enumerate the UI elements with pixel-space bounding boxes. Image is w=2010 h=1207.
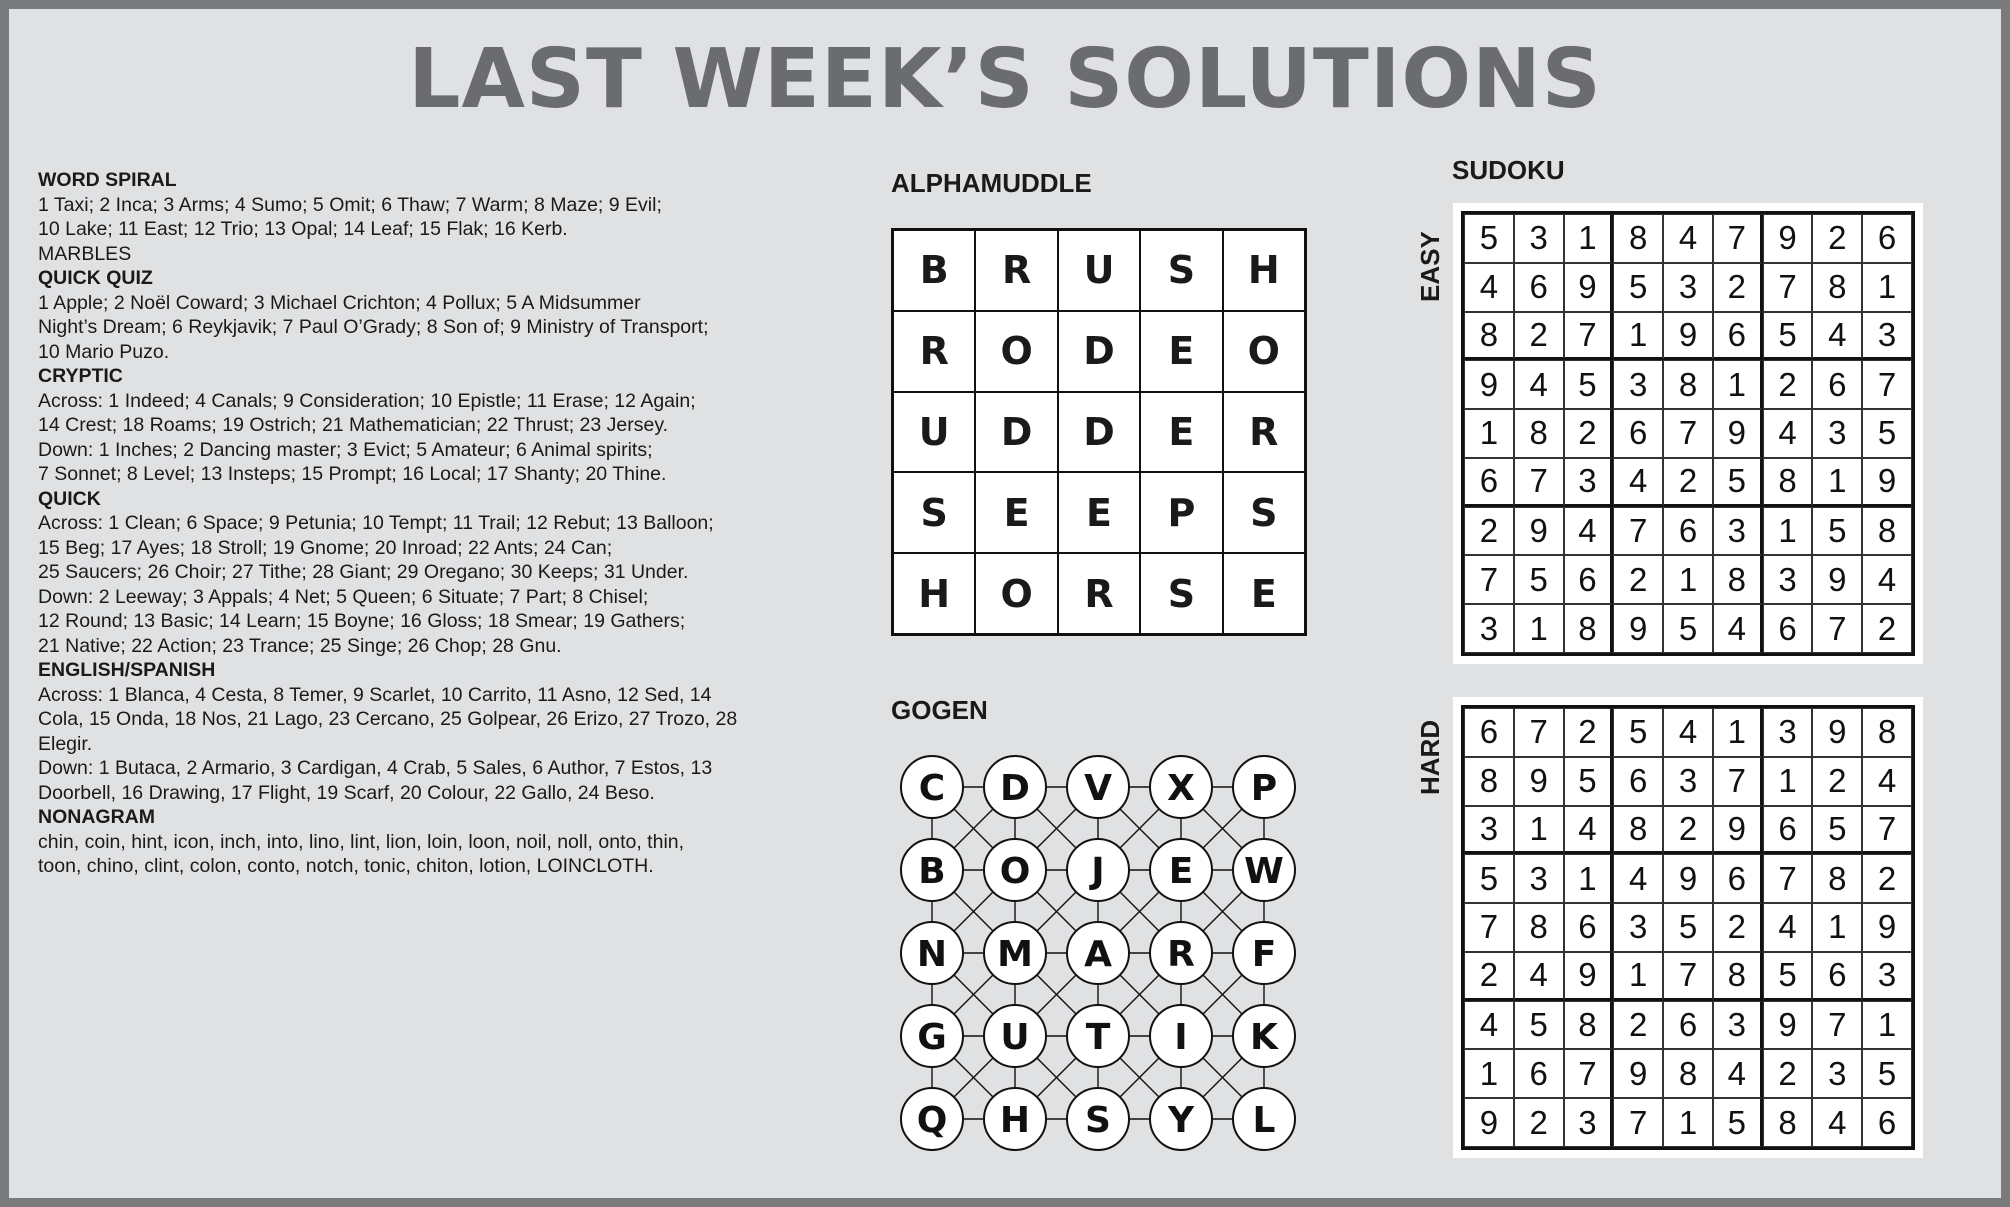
sudoku-cell: 4 [1663,708,1713,757]
sudoku-cell: 1 [1862,1001,1912,1050]
sudoku-cell: 2 [1862,854,1912,903]
section-line: Doorbell, 16 Drawing, 17 Flight, 19 Scarf, 20 Colour, 22 Gallo, 24 Beso. [38,781,655,804]
sudoku-cell: 7 [1613,1098,1663,1147]
sudoku-cell: 8 [1514,409,1564,458]
sudoku-hard-grid [1461,705,1915,1150]
sudoku-cell: 7 [1564,1049,1614,1098]
sudoku-cell: 3 [1564,458,1614,507]
alphamuddle-cell: S [1140,230,1222,311]
sudoku-easy-grid [1461,211,1915,656]
alphamuddle-title: ALPHAMUDDLE [891,168,1092,198]
sudoku-cell: 5 [1713,458,1763,507]
sudoku-easy-panel [1453,203,1923,664]
gogen-letter: B [918,851,946,892]
sudoku-cell: 7 [1663,409,1713,458]
alphamuddle-cell: R [975,230,1057,311]
sudoku-cell: 2 [1713,903,1763,952]
sudoku-cell: 6 [1763,604,1813,653]
sudoku-cell: 1 [1613,952,1663,1001]
sudoku-cell: 1 [1514,806,1564,855]
sudoku-cell: 8 [1564,1001,1614,1050]
sudoku-cell: 6 [1862,1098,1912,1147]
sudoku-cell: 5 [1812,806,1862,855]
sudoku-cell: 3 [1464,604,1514,653]
sudoku-cell: 9 [1613,1049,1663,1098]
gogen-letter: S [1085,1100,1111,1141]
sudoku-cell: 7 [1763,263,1813,312]
sudoku-cell: 2 [1514,1098,1564,1147]
gogen-letter: K [1250,1017,1278,1058]
sudoku-cell: 3 [1514,214,1564,263]
alphamuddle-cell: R [1058,553,1140,634]
section-line: Night’s Dream; 6 Reykjavik; 7 Paul O’Grady; 8 Son of; 9 Ministry of Transport; [38,316,709,338]
sudoku-cell: 5 [1663,604,1713,653]
clue-solutions-column [38,168,838,879]
sudoku-cell: 7 [1564,312,1614,361]
alphamuddle-cell: B [893,230,975,311]
sudoku-cell: 5 [1663,903,1713,952]
gogen-letter: W [1244,851,1284,892]
gogen-letter: M [997,934,1033,975]
gogen-letter: E [1168,851,1194,892]
sudoku-cell: 2 [1812,214,1862,263]
alphamuddle-cell: U [893,392,975,473]
sudoku-cell: 3 [1663,757,1713,806]
sudoku-cell: 5 [1613,263,1663,312]
section-line: 25 Saucers; 26 Choir; 27 Tithe; 28 Giant; 29 Oregano; 30 Keeps; 31 Under. [38,561,689,583]
sudoku-cell: 8 [1613,806,1663,855]
sudoku-cell: 7 [1812,1001,1862,1050]
sudoku-cell: 3 [1514,854,1564,903]
alphamuddle-cell: S [893,472,975,553]
section-title: CRYPTIC [38,365,123,387]
gogen-letter: G [917,1017,947,1058]
gogen-letter: D [1000,768,1030,809]
alphamuddle-cell: E [1223,553,1305,634]
sudoku-cell: 9 [1464,360,1514,409]
sudoku-cell: 8 [1564,604,1614,653]
sudoku-cell: 5 [1713,1098,1763,1147]
sudoku-cell: 6 [1862,214,1912,263]
gogen-letter: Q [916,1100,948,1141]
section-line: Down: 1 Butaca, 2 Armario, 3 Cardigan, 4 Crab, 5 Sales, 6 Author, 7 Estos, 13 [38,757,713,779]
sudoku-cell: 8 [1713,555,1763,604]
alphamuddle-cell: D [1058,392,1140,473]
sudoku-cell: 6 [1564,555,1614,604]
gogen-letter: R [1167,934,1195,975]
alphamuddle-cell: E [1058,472,1140,553]
sudoku-cell: 3 [1464,806,1514,855]
sudoku-cell: 2 [1613,555,1663,604]
sudoku-cell: 5 [1763,952,1813,1001]
sudoku-cell: 3 [1613,360,1663,409]
sudoku-cell: 4 [1663,214,1713,263]
sudoku-cell: 3 [1763,708,1813,757]
section-line: 10 Mario Puzo. [38,340,170,363]
sudoku-easy-label: EASY [1415,231,1445,302]
sudoku-cell: 5 [1464,854,1514,903]
sudoku-cell: 8 [1514,903,1564,952]
sudoku-cell: 7 [1514,458,1564,507]
sudoku-cell: 8 [1763,1098,1813,1147]
sudoku-cell: 8 [1464,757,1514,806]
section-line: 1 Apple; 2 Noël Coward; 3 Michael Crichton; 4 Pollux; 5 A Midsummer [38,291,641,314]
gogen-letter: O [999,851,1031,892]
section-line: Across: 1 Blanca, 4 Cesta, 8 Temer, 9 Scarlet, 10 Carrito, 11 Asno, 12 Sed, 14 [38,683,712,706]
sudoku-cell: 6 [1713,854,1763,903]
sudoku-cell: 6 [1514,263,1564,312]
sudoku-cell: 9 [1564,952,1614,1001]
section-line: MARBLES [38,242,132,265]
sudoku-cell: 6 [1663,507,1713,556]
section-line: chin, coin, hint, icon, inch, into, lino, lint, lion, loin, loon, noil, noll, onto, thin, [38,830,685,853]
sudoku-cell: 1 [1862,263,1912,312]
gogen-grid [890,745,1310,1165]
alphamuddle-cell: E [1140,392,1222,473]
section-title: ENGLISH/SPANISH [38,659,216,681]
sudoku-cell: 8 [1763,458,1813,507]
alphamuddle-cell: E [975,472,1057,553]
sudoku-cell: 5 [1464,214,1514,263]
sudoku-cell: 2 [1613,1001,1663,1050]
sudoku-cell: 2 [1564,409,1614,458]
sudoku-cell: 8 [1812,263,1862,312]
section-title: QUICK [38,487,101,510]
sudoku-cell: 1 [1663,555,1713,604]
sudoku-cell: 9 [1763,214,1813,263]
gogen-letter: A [1084,934,1112,975]
section-line: 12 Round; 13 Basic; 14 Learn; 15 Boyne; 16 Gloss; 18 Smear; 19 Gathers; [38,610,686,632]
sudoku-cell: 2 [1812,757,1862,806]
sudoku-cell: 2 [1763,360,1813,409]
sudoku-cell: 6 [1464,458,1514,507]
alphamuddle-cell: H [893,553,975,634]
sudoku-hard-panel [1453,697,1923,1158]
gogen-letter: F [1251,934,1277,975]
sudoku-cell: 7 [1812,604,1862,653]
sudoku-cell: 1 [1713,360,1763,409]
sudoku-cell: 6 [1464,708,1514,757]
sudoku-cell: 5 [1613,708,1663,757]
section-line: Cola, 15 Onda, 18 Nos, 21 Lago, 23 Cercano, 25 Golpear, 26 Erizo, 27 Trozo, 28 [38,708,738,730]
gogen-letter: P [1250,768,1278,809]
section-line: Down: 2 Leeway; 3 Appals; 4 Net; 5 Queen; 6 Situate; 7 Part; 8 Chisel; [38,585,649,608]
sudoku-cell: 1 [1613,312,1663,361]
sudoku-cell: 9 [1514,757,1564,806]
sudoku-cell: 1 [1663,1098,1713,1147]
sudoku-cell: 4 [1564,806,1614,855]
sudoku-cell: 7 [1464,903,1514,952]
sudoku-cell: 4 [1862,757,1912,806]
sudoku-cell: 3 [1862,952,1912,1001]
sudoku-cell: 1 [1812,458,1862,507]
sudoku-cell: 9 [1713,806,1763,855]
sudoku-cell: 7 [1514,708,1564,757]
alphamuddle-cell: S [1223,472,1305,553]
sudoku-cell: 5 [1514,1001,1564,1050]
sudoku-cell: 4 [1763,409,1813,458]
sudoku-cell: 4 [1862,555,1912,604]
sudoku-cell: 5 [1564,360,1614,409]
gogen-letter: X [1167,768,1195,809]
section-line: 14 Crest; 18 Roams; 19 Ostrich; 21 Mathematician; 22 Thrust; 23 Jersey. [38,414,669,436]
sudoku-cell: 5 [1564,757,1614,806]
section-title: WORD SPIRAL [38,169,177,191]
section-line: Across: 1 Clean; 6 Space; 9 Petunia; 10 Tempt; 11 Trail; 12 Rebut; 13 Balloon; [38,512,714,534]
section-title: NONAGRAM [38,806,155,828]
sudoku-cell: 2 [1464,952,1514,1001]
sudoku-cell: 4 [1812,312,1862,361]
alphamuddle-cell: E [1140,311,1222,392]
sudoku-cell: 8 [1812,854,1862,903]
sudoku-cell: 1 [1464,409,1514,458]
sudoku-cell: 9 [1464,1098,1514,1147]
sudoku-cell: 6 [1763,806,1813,855]
sudoku-cell: 5 [1862,409,1912,458]
sudoku-cell: 7 [1763,854,1813,903]
sudoku-cell: 4 [1713,604,1763,653]
gogen-letter: T [1085,1017,1111,1058]
section-line: 1 Taxi; 2 Inca; 3 Arms; 4 Sumo; 5 Omit; 6 Thaw; 7 Warm; 8 Maze; 9 Evil; [38,193,662,216]
sudoku-cell: 9 [1862,458,1912,507]
sudoku-cell: 4 [1613,854,1663,903]
sudoku-cell: 6 [1564,903,1614,952]
alphamuddle-grid [891,228,1307,636]
sudoku-title: SUDOKU [1452,155,1565,185]
sudoku-cell: 4 [1713,1049,1763,1098]
alphamuddle-cell: O [975,311,1057,392]
sudoku-cell: 6 [1812,360,1862,409]
sudoku-cell: 3 [1564,1098,1614,1147]
sudoku-cell: 2 [1713,263,1763,312]
sudoku-cell: 7 [1464,555,1514,604]
sudoku-cell: 1 [1763,507,1813,556]
sudoku-cell: 3 [1763,555,1813,604]
gogen-letter: J [1091,851,1105,892]
sudoku-cell: 9 [1812,708,1862,757]
section-line: 15 Beg; 17 Ayes; 18 Stroll; 19 Gnome; 20 Inroad; 22 Ants; 24 Can; [38,536,613,559]
sudoku-cell: 6 [1514,1049,1564,1098]
sudoku-cell: 8 [1663,360,1713,409]
sudoku-cell: 4 [1464,263,1514,312]
sudoku-cell: 5 [1812,507,1862,556]
sudoku-cell: 4 [1514,360,1564,409]
sudoku-cell: 1 [1713,708,1763,757]
sudoku-hard-label: HARD [1415,719,1445,795]
sudoku-cell: 1 [1514,604,1564,653]
sudoku-cell: 9 [1613,604,1663,653]
gogen-letter: L [1252,1100,1276,1141]
sudoku-cell: 7 [1663,952,1713,1001]
sudoku-cell: 2 [1514,312,1564,361]
sudoku-cell: 9 [1663,312,1713,361]
sudoku-cell: 9 [1812,555,1862,604]
alphamuddle-cell: D [975,392,1057,473]
sudoku-cell: 3 [1713,507,1763,556]
sudoku-cell: 7 [1713,757,1763,806]
sudoku-cell: 4 [1812,1098,1862,1147]
section-line: 7 Sonnet; 8 Level; 13 Insteps; 15 Prompt; 16 Local; 17 Shanty; 20 Thine. [38,463,667,485]
sudoku-cell: 8 [1464,312,1514,361]
sudoku-cell: 1 [1812,903,1862,952]
alphamuddle-cell: P [1140,472,1222,553]
sudoku-cell: 9 [1564,263,1614,312]
sudoku-cell: 6 [1713,312,1763,361]
sudoku-cell: 5 [1862,1049,1912,1098]
sudoku-cell: 1 [1763,757,1813,806]
alphamuddle-cell: S [1140,553,1222,634]
gogen-letter: V [1084,768,1112,809]
section-line: Elegir. [38,732,93,755]
alphamuddle-cell: R [1223,392,1305,473]
sudoku-cell: 5 [1514,555,1564,604]
sudoku-cell: 6 [1663,1001,1713,1050]
sudoku-cell: 3 [1613,903,1663,952]
sudoku-cell: 2 [1564,708,1614,757]
sudoku-cell: 9 [1713,409,1763,458]
sudoku-cell: 4 [1564,507,1614,556]
alphamuddle-cell: O [975,553,1057,634]
sudoku-cell: 7 [1613,507,1663,556]
gogen-letter: N [916,934,948,975]
sudoku-cell: 2 [1663,458,1713,507]
alphamuddle-cell: R [893,311,975,392]
sudoku-cell: 2 [1663,806,1713,855]
sudoku-cell: 3 [1812,409,1862,458]
alphamuddle-cell: O [1223,311,1305,392]
sudoku-cell: 3 [1663,263,1713,312]
sudoku-cell: 2 [1862,604,1912,653]
section-line: 10 Lake; 11 East; 12 Trio; 13 Opal; 14 Leaf; 15 Flak; 16 Kerb. [38,218,568,240]
sudoku-cell: 8 [1862,507,1912,556]
gogen-letter: H [999,1100,1031,1141]
sudoku-cell: 6 [1613,757,1663,806]
sudoku-cell: 1 [1464,1049,1514,1098]
sudoku-cell: 3 [1862,312,1912,361]
sudoku-cell: 3 [1713,1001,1763,1050]
sudoku-cell: 2 [1763,1049,1813,1098]
sudoku-cell: 9 [1514,507,1564,556]
section-line: Down: 1 Inches; 2 Dancing master; 3 Evict; 5 Amateur; 6 Animal spirits; [38,438,653,461]
gogen-letter: I [1174,1017,1188,1058]
sudoku-cell: 7 [1713,214,1763,263]
page-title: LAST WEEK’S SOLUTIONS [408,32,1602,127]
alphamuddle-cell: U [1058,230,1140,311]
sudoku-cell: 3 [1812,1049,1862,1098]
sudoku-cell: 7 [1862,360,1912,409]
sudoku-cell: 9 [1663,854,1713,903]
sudoku-cell: 9 [1862,903,1912,952]
gogen-title: GOGEN [891,695,988,725]
sudoku-cell: 1 [1564,214,1614,263]
sudoku-cell: 8 [1713,952,1763,1001]
sudoku-cell: 1 [1564,854,1614,903]
gogen-letter: U [1000,1017,1030,1058]
sudoku-cell: 4 [1763,903,1813,952]
section-line: toon, chino, clint, colon, conto, notch, tonic, chiton, lotion, LOINCLOTH. [38,855,654,877]
sudoku-cell: 4 [1613,458,1663,507]
sudoku-cell: 6 [1613,409,1663,458]
alphamuddle-cell: D [1058,311,1140,392]
sudoku-cell: 4 [1514,952,1564,1001]
sudoku-cell: 5 [1763,312,1813,361]
section-title: QUICK QUIZ [38,267,153,289]
sudoku-cell: 7 [1862,806,1912,855]
gogen-letter: Y [1167,1100,1195,1141]
sudoku-cell: 9 [1763,1001,1813,1050]
sudoku-cell: 8 [1663,1049,1713,1098]
sudoku-cell: 8 [1613,214,1663,263]
sudoku-cell: 8 [1862,708,1912,757]
sudoku-cell: 6 [1812,952,1862,1001]
alphamuddle-cell: H [1223,230,1305,311]
section-line: Across: 1 Indeed; 4 Canals; 9 Consideration; 10 Epistle; 11 Erase; 12 Again; [38,389,696,412]
sudoku-cell: 4 [1464,1001,1514,1050]
gogen-letter: C [918,768,946,809]
section-line: 21 Native; 22 Action; 23 Trance; 25 Singe; 26 Chop; 28 Gnu. [38,634,562,657]
sudoku-cell: 2 [1464,507,1514,556]
